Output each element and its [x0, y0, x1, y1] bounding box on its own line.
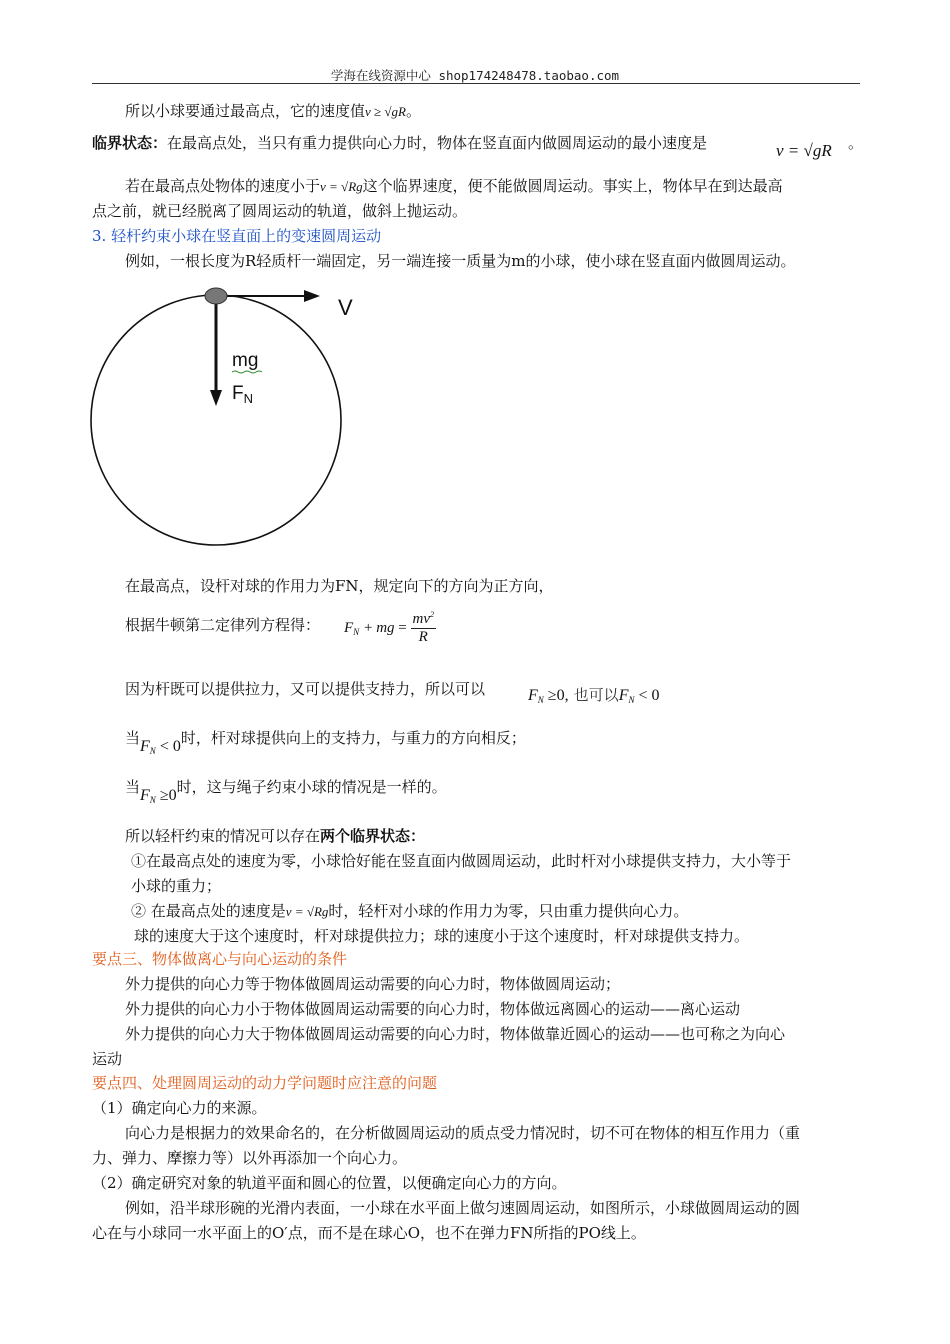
formula-newton: $F_N$ + mg = $\frac{mv^2}{R}$ [344, 610, 434, 645]
line-centrifugal: 外力提供的向心力小于物体做圆周运动需要的向心力时，物体做远离圆心的运动——离心运动 [125, 1000, 741, 1018]
line-example-rod: 例如，一根长度为R轻质杆一端固定，另一端连接一质量为m的小球，使小球在竖直面内做圆周运动。 [125, 252, 796, 270]
line-centripetal-cont: 运动 [92, 1050, 123, 1068]
line-item-1: （1）确定向心力的来源。 [92, 1099, 267, 1117]
formula-v-eq-sqrt-Rg-2: v = √Rg [285, 904, 329, 919]
mg-label: mg [232, 350, 259, 371]
line-speed-compare: 球的速度大于这个速度时，杆对球提供拉力；球的速度小于这个速度时，杆对球提供支持力。 [134, 927, 750, 945]
line-critical-1: ①在最高点处的速度为零，小球恰好能在竖直面内做圆周运动，此时杆对小球提供支持力，大小等于 [131, 852, 792, 870]
formula-v-eq-sqrt-Rg: v = √Rg [320, 179, 363, 194]
line-below-critical: 若在最高点处物体的速度小于v = √Rg这个临界速度，便不能做圆周运动。事实上，物体早在到达最高 [125, 177, 783, 195]
section-point-4-title: 要点四、处理圆周运动的动力学问题时应注意的问题 [92, 1074, 438, 1092]
line-critical-1-cont: 小球的重力； [131, 877, 222, 895]
line-bowl-example-cont: 心在与小球同一水平面上的O′点，而不是在球心O，也不在弹力FN所指的PO线上。 [92, 1224, 646, 1242]
line-force-naming: 向心力是根据力的效果命名的，在分析做圆周运动的质点受力情况时，切不可在物体的相互作用力（重 [125, 1124, 801, 1142]
period: 。 [848, 134, 864, 152]
critical-state-label: 临界状态： [92, 134, 168, 152]
line-fn-negative: 当$F_N < 0$时，杆对球提供向上的支持力，与重力的方向相反； [125, 729, 526, 756]
line-rod-force: 因为杆既可以提供拉力，又可以提供支持力，所以可以 [125, 680, 486, 698]
header-rule [92, 83, 860, 84]
formula-fn-ge-0: $F_N \ge 0$, 也可以$F_N < 0$ [528, 686, 660, 705]
formula-v-ge-sqrt-gR: v ≥ √gR [365, 104, 406, 119]
spellcheck-underline [232, 371, 262, 373]
fn-label: $F_N$ [232, 383, 253, 406]
page-header: 学海在线资源中心 shop174248478.taobao.com [330, 68, 620, 83]
rod-circle-diagram [88, 282, 368, 552]
line-projectile: 点之前，就已经脱离了圆周运动的轨道，做斜上抛运动。 [92, 202, 468, 220]
force-arrowhead [210, 390, 222, 406]
velocity-arrowhead [304, 290, 320, 302]
section-3-title: 3. 轻杆约束小球在竖直面上的变速圆周运动 [92, 227, 382, 245]
line-critical-2: ② 在最高点处的速度是v = √Rg时，轻杆对小球的作用力为零，只由重力提供向心力。 [131, 902, 689, 920]
line-bowl-example: 例如，沿半球形碗的光滑内表面，一小球在水平面上做匀速圆周运动，如图所示，小球做圆周运动的圆 [125, 1199, 801, 1217]
line-newton-law: 根据牛顿第二定律列方程得： [125, 616, 321, 634]
line-fn-nonneg: 当$F_N \ge 0$时，这与绳子约束小球的情况是一样的。 [125, 778, 447, 805]
line-critical-state: 临界状态：在最高点处，当只有重力提供向心力时，物体在竖直面内做圆周运动的最小速度是 [92, 134, 708, 152]
line-equal-force: 外力提供的向心力等于物体做圆周运动需要的向心力时，物体做圆周运动； [125, 975, 621, 993]
line-min-speed: 所以小球要通过最高点，它的速度值v ≥ √gR。 [125, 102, 422, 120]
ball-icon [205, 288, 227, 304]
line-top-point: 在最高点，设杆对球的作用力为FN，规定向下的方向为正方向， [125, 577, 554, 595]
formula-v-eq-sqrt-gR: v = √gR [776, 141, 832, 160]
v-label: V [338, 295, 353, 320]
line-item-2: （2）确定研究对象的轨道平面和圆心的位置，以便确定向心力的方向。 [92, 1174, 567, 1192]
line-two-critical: 所以轻杆约束的情况可以存在两个临界状态： [125, 827, 426, 845]
section-point-3-title: 要点三、物体做离心与向心运动的条件 [92, 950, 348, 968]
line-force-naming-cont: 力、弹力、摩擦力等）以外再添加一个向心力。 [92, 1149, 408, 1167]
line-centripetal: 外力提供的向心力大于物体做圆周运动需要的向心力时，物体做靠近圆心的运动——也可称之为向心 [125, 1025, 786, 1043]
